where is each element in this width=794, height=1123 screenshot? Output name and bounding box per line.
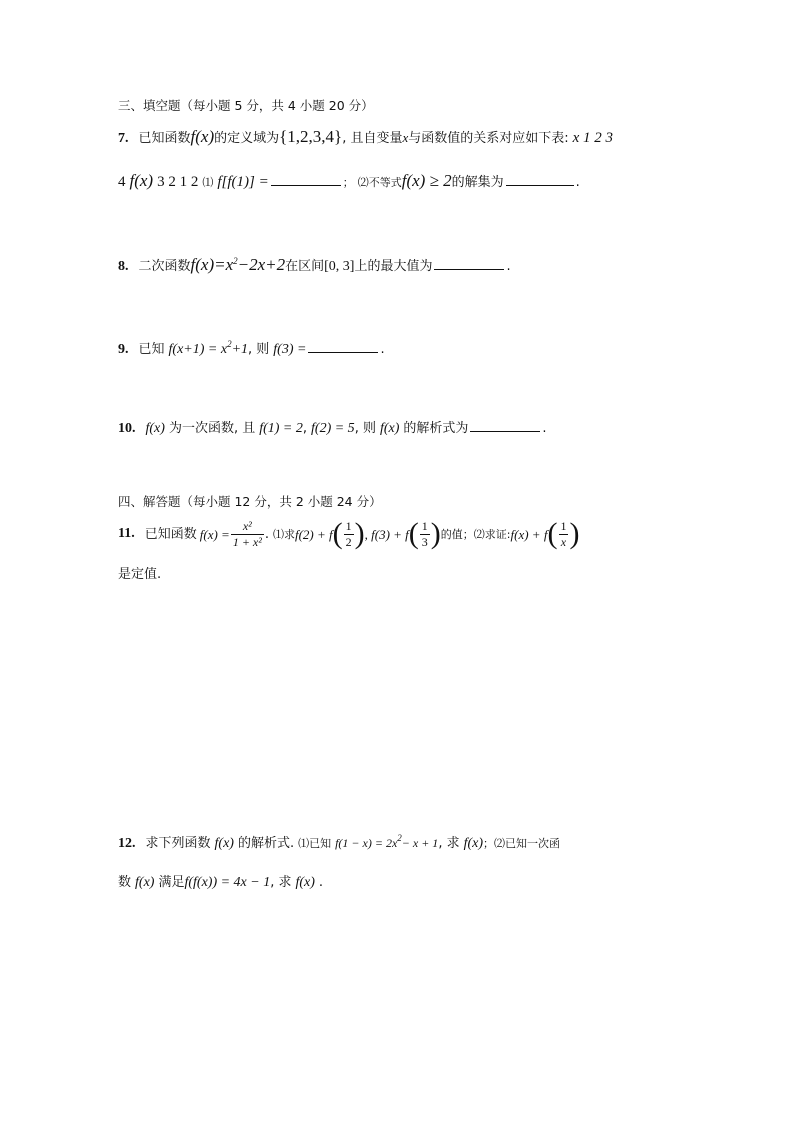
- q8-func: $f(x)=x^2-2x+2$: [190, 255, 286, 274]
- question-number: 7.: [118, 131, 129, 146]
- q8-interval: [0, 3]: [324, 259, 355, 274]
- question-number: 11.: [118, 526, 135, 541]
- q9-text: 已知: [138, 342, 165, 357]
- q7-part-1: ⑴: [202, 176, 214, 189]
- q12-text: 满足: [158, 875, 185, 890]
- q7-table-cont: 4: [118, 174, 126, 190]
- question-12-line-1: [118, 834, 560, 851]
- q11-fdef: f(x) =: [199, 526, 230, 542]
- q10-cond-2: f(2) = 5: [311, 421, 355, 436]
- q12-cond-2: f(f(x)) = 4x − 1: [184, 875, 271, 890]
- question-9: [118, 340, 385, 357]
- q12-end: .: [318, 875, 324, 890]
- q7-var-x: x: [402, 130, 409, 145]
- q8-text: 二次函数: [138, 259, 191, 274]
- q7-text: 的定义域为: [214, 131, 280, 146]
- q7-text: 已知函数: [138, 131, 191, 146]
- q9-end: .: [380, 342, 385, 357]
- q11-text: 的值；⑵求证:: [440, 527, 511, 541]
- q11-part-1: ⑴求: [272, 527, 295, 541]
- question-8: [118, 256, 511, 274]
- q10-text: 为一次函数, 且: [168, 421, 256, 436]
- q12-fx2: f(x): [463, 836, 484, 851]
- q10-fx: f(x): [145, 421, 165, 436]
- q11-expr-1: f(2) + f: [294, 526, 333, 542]
- question-number: 9.: [118, 342, 129, 357]
- q10-fx2: f(x): [379, 421, 400, 436]
- question-10: [118, 422, 547, 436]
- fraction-one-half: $\frac{1}{2}$: [345, 518, 352, 549]
- question-11-line-1: 11. 已知函数 f(x) = $\frac{\text{x²}}{\text{1 + x²}}$ . ⑴求 f(2) + f ( $\frac{1}{2}$ ) , f(3) + f ( $\frac{1}{3}$ ) 的值；⑵求证: f(x) + f ( $\frac{1}{x}$ ): [118, 517, 580, 550]
- q10-text: , 则: [354, 421, 376, 436]
- q12-fx4: f(x): [295, 875, 315, 890]
- answer-blank[interactable]: [271, 184, 341, 186]
- q9-text: , 则: [248, 342, 270, 357]
- q10-end: .: [542, 421, 547, 436]
- q12-text: , 求: [270, 875, 292, 890]
- answer-blank[interactable]: [434, 268, 504, 270]
- q7-text: , 且自变量: [342, 131, 403, 146]
- q12-text: , 求: [438, 836, 460, 851]
- q7-text: 与函数值的关系对应如下表:: [408, 131, 569, 146]
- fraction-one-third: $\frac{1}{3}$: [421, 518, 428, 549]
- q7-text: 的解集为: [451, 175, 504, 190]
- question-number: 8.: [118, 259, 129, 274]
- answer-blank[interactable]: [470, 430, 540, 432]
- q7-ineq: f(x) ≥ 2: [401, 171, 452, 190]
- q8-text: 上的最大值为: [354, 259, 433, 274]
- q11-text: 已知函数: [144, 526, 197, 542]
- fraction-one-over-x: $\frac{1}{x}$: [560, 518, 567, 549]
- question-12-line-2: [118, 876, 323, 890]
- q11-expr-2: , f(3) + f: [364, 526, 409, 542]
- q11-fraction: $\frac{\text{x²}}{\text{1 + x²}}$: [232, 518, 262, 549]
- q7-table-row-1: x 1 2 3: [572, 130, 614, 146]
- q11-expr-3: f(x) + f: [510, 526, 548, 542]
- q12-cond-1: $f(1 - x) = 2x^2- x + 1$: [335, 833, 439, 850]
- q8-text: 在区间: [285, 259, 325, 274]
- q12-part-1: ⑴已知: [298, 837, 332, 850]
- question-number: 12.: [118, 836, 136, 851]
- q12-text: 数: [118, 875, 132, 890]
- q7-fx2: f(x): [129, 171, 154, 190]
- q7-end: .: [575, 175, 580, 190]
- q9-cond: $f(x+1) = x^2+1$: [168, 339, 249, 357]
- q7-part-2: ⑵不等式: [357, 176, 402, 189]
- q7-domain: {1,2,3,4}: [279, 127, 343, 146]
- q10-cond-1: f(1) = 2: [259, 421, 303, 436]
- question-11-line-2: 是定值.: [118, 567, 162, 582]
- q8-end: .: [506, 259, 511, 274]
- q7-expr-1: f[f(1)] =: [217, 174, 269, 190]
- q12-fx3: f(x): [135, 875, 155, 890]
- question-7-line-1: [118, 128, 613, 146]
- q10-sep: ,: [302, 421, 308, 436]
- q7-sep: ；: [342, 176, 354, 189]
- q10-text: 的解析式为: [403, 421, 469, 436]
- q9-expr: f(3) =: [273, 342, 307, 357]
- q7-fx: f(x): [190, 127, 215, 146]
- section-3-title: 三、填空题（每小题 5 分，共 4 小题 20 分）: [118, 98, 374, 113]
- q12-text: 求下列函数: [145, 836, 211, 851]
- q7-table-row-2: 3 2 1 2: [157, 174, 199, 190]
- q12-text: 的解析式.: [237, 836, 295, 851]
- q11-dot: .: [264, 526, 269, 542]
- q12-text: ；⑵已知一次函: [483, 837, 561, 850]
- question-number: 10.: [118, 421, 136, 436]
- question-7-line-2: [118, 172, 580, 190]
- answer-blank[interactable]: [308, 351, 378, 353]
- q12-fx: f(x): [214, 836, 234, 851]
- section-4-title: 四、解答题（每小题 12 分，共 2 小题 24 分）: [118, 494, 382, 509]
- answer-blank[interactable]: [506, 184, 574, 186]
